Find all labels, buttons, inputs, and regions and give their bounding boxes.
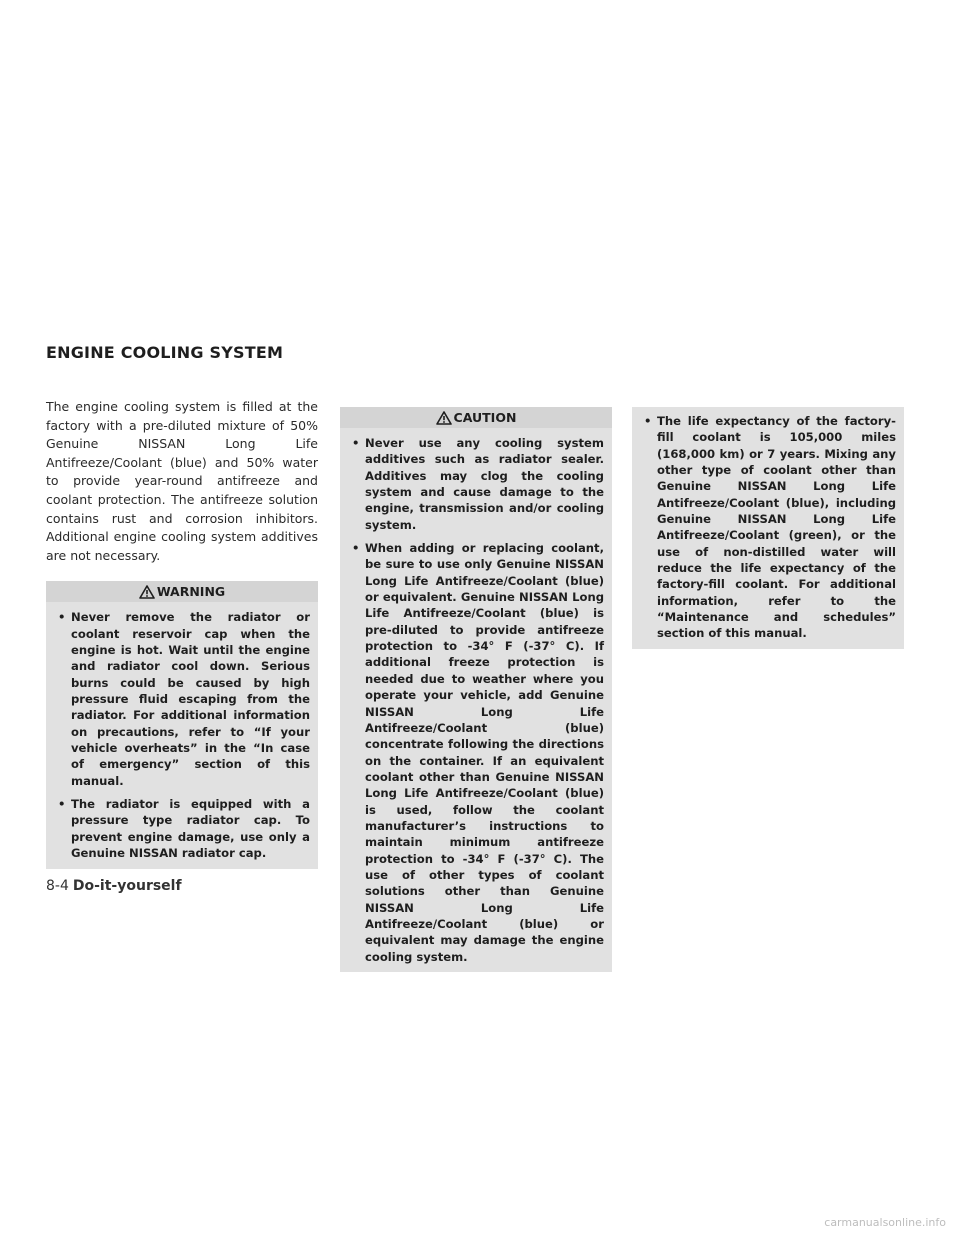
warning-header <box>46 581 318 602</box>
section-heading: ENGINE COOLING SYSTEM <box>46 343 284 362</box>
caution-item: • The life expectancy of the factory-fill coolant is 105,000 miles (168,000 km) or 7 years. Mixing any other type of coolant other than Genuine NISSAN Long Life Antifreeze/Coolant (blue), including Genuine NISSAN Long Life Antifreeze/Coolant (green), or the use of non-distilled water will reduce the life expectancy of the factory-fill coolant. For additional information, refer to the “Maintenance and schedules” section of this manual. <box>644 414 896 641</box>
warning-item: • Never remove the radiator or coolant reservoir cap when the engine is hot. Wait until the engine and radiator cool down. Serious burns could be caused by high pressure fluid escaping from the radiator. For additional information on precautions, refer to “If your vehicle overheats” in the “In case of emergency” section of this manual. <box>58 610 310 788</box>
caution-item: • When adding or replacing coolant, be sure to use only Genuine NISSAN Long Life Antifreeze/Coolant (blue) or equivalent. Genuine NISSAN Long Life Antifreeze/Coolant (blue) is pre-diluted to provide antifreeze protection to -34° F (-37° C). If additional freeze protection is needed due to weather where you operate your vehicle, add Genuine NISSAN Long Life Antifreeze/Coolant (blue) concentrate following the directions on the container. If an equivalent coolant other than Genuine NISSAN Long Life Antifreeze/Coolant (blue) is used, follow the coolant manufacturer’s instructions to maintain minimum antifreeze protection to -34° F (-37° C). The use of other types of coolant solutions other than Genuine NISSAN Long Life Antifreeze/Coolant (blue) or equivalent may damage the engine cooling system. <box>352 541 604 964</box>
caution-item: • Never use any cooling system additives such as radiator sealer. Additives may clog the cooling system and cause damage to the engine, transmission and/or cooling system. <box>352 436 604 532</box>
warning-box <box>46 581 318 868</box>
caution-header <box>340 407 612 428</box>
intro-paragraph: The engine cooling system is filled at the factory with a pre-diluted mixture of 50% Genuine NISSAN Long Life Antifreeze/Coolant (blue) and 50% water to provide year-round antifreeze and coolant protection. The antifreeze solution contains rust and corrosion inhibitors. Additional engine cooling system additives are not necessary. <box>46 399 318 563</box>
column-3 <box>632 398 904 649</box>
bullet-mark: • <box>644 414 652 428</box>
bullet-mark: • <box>58 797 66 812</box>
footer-section: Do-it-yourself <box>72 878 182 894</box>
warning-title: WARNING <box>156 584 226 600</box>
bullet-mark: • <box>58 610 66 625</box>
caution-title: CAUTION <box>453 410 517 425</box>
warning-triangle-icon <box>139 585 155 599</box>
page-footer <box>46 878 182 894</box>
watermark: carmanualsonline.info <box>824 1216 946 1229</box>
caution-box-continued <box>632 407 904 649</box>
bullet-mark: • <box>352 541 360 556</box>
page-number: 8-4 <box>46 878 69 894</box>
column-1 <box>46 398 318 869</box>
bullet-mark: • <box>352 436 360 450</box>
caution-box <box>340 407 612 972</box>
column-2 <box>340 398 612 972</box>
warning-item: • The radiator is equipped with a pressure type radiator cap. To prevent engine damage, use only a Genuine NISSAN radiator cap. <box>58 797 310 861</box>
warning-triangle-icon <box>436 411 452 425</box>
